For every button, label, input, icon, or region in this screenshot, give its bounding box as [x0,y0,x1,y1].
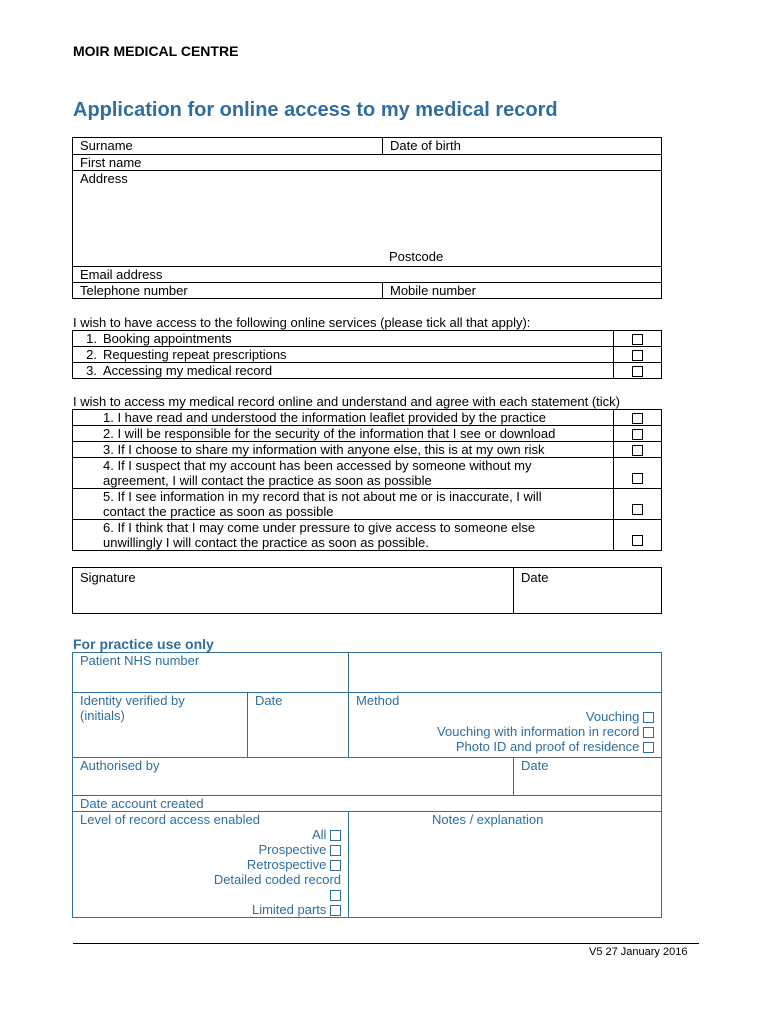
checkbox-icon[interactable] [632,445,643,456]
identity-date-field[interactable]: Date [248,693,349,758]
checkbox-icon[interactable] [632,350,643,361]
method-option[interactable]: Photo ID and proof of residence [356,739,661,754]
statement-checkbox[interactable] [614,489,662,520]
dob-field[interactable]: Date of birth [383,138,662,155]
nhs-number-field[interactable]: Patient NHS number [73,653,349,693]
checkbox-icon[interactable] [643,727,654,738]
signature-table [72,567,662,614]
surname-field[interactable]: Surname [73,138,383,155]
method-option[interactable]: Vouching with information in record [356,724,661,739]
statement-item: 1. I have read and understood the information leaflet provided by the practice [73,410,614,426]
method-field: Method Vouching Vouching with information in record Photo ID and proof of residence [349,693,662,758]
checkbox-icon[interactable] [632,413,643,424]
first-name-field[interactable]: First name [73,155,662,171]
access-level-option[interactable]: Detailed coded record [213,872,342,887]
date-account-created-field[interactable]: Date account created [73,796,662,812]
authorised-by-field[interactable]: Authorised by [73,758,514,796]
statement-checkbox[interactable] [614,426,662,442]
access-level-option[interactable]: All [80,827,348,842]
checkbox-icon[interactable] [632,473,643,484]
access-level-option[interactable]: Retrospective [80,857,348,872]
method-option[interactable]: Vouching [356,708,661,724]
notes-field[interactable]: Notes / explanation [349,812,662,918]
page-title: Application for online access to my medical record [73,99,558,121]
postcode-label: Postcode [389,249,444,264]
version-footer: V5 27 January 2016 [589,946,688,958]
statement-item: 2. I will be responsible for the security of the information that I see or download [73,426,614,442]
mobile-field[interactable]: Mobile number [383,283,662,299]
checkbox-icon[interactable] [330,860,341,871]
record-access-level-field: Level of record access enabled All Prospective Retrospective Detailed coded record Limited parts [73,812,349,918]
checkbox-icon[interactable] [632,366,643,377]
practice-table [72,652,662,918]
service-checkbox[interactable] [614,363,662,379]
service-item: 3. Accessing my medical record [73,363,614,379]
authorised-date-field[interactable]: Date [514,758,662,796]
checkbox-icon[interactable] [330,830,341,841]
access-level-option[interactable]: Limited parts [80,902,348,917]
access-level-option[interactable]: Prospective [80,842,348,857]
practice-use-heading: For practice use only [73,636,214,652]
checkbox-icon[interactable] [330,845,341,856]
statement-checkbox[interactable] [614,442,662,458]
personal-details-table [72,137,662,299]
access-level-option[interactable] [80,887,348,902]
statement-item: 3. If I choose to share my information with anyone else, this is at my own risk [73,442,614,458]
address-field[interactable]: Address Postcode [73,171,662,267]
statement-checkbox[interactable] [614,458,662,489]
services-intro: I wish to have access to the following online services (please tick all that apply): [73,315,531,330]
checkbox-icon[interactable] [330,890,341,901]
checkbox-icon[interactable] [632,504,643,515]
statement-item: 6. If I think that I may come under pressure to give access to someone else unwillingly I will contact the practice as soon as possible. [73,520,614,551]
practice-name: MOIR MEDICAL CENTRE [73,43,239,59]
footer-divider [73,943,699,944]
services-table [72,330,662,379]
service-checkbox[interactable] [614,347,662,363]
statement-item: 4. If I suspect that my account has been accessed by someone without my agreement, I will contact the practice as soon as possible [73,458,614,489]
checkbox-icon[interactable] [643,712,654,723]
email-field[interactable]: Email address [73,267,662,283]
checkbox-icon[interactable] [632,535,643,546]
service-item: 1. Booking appointments [73,331,614,347]
telephone-field[interactable]: Telephone number [73,283,383,299]
signature-date-field[interactable]: Date [514,568,662,614]
statement-item: 5. If I see information in my record that is not about me or is inaccurate, I will contact the practice as soon as possible [73,489,614,520]
nhs-number-value[interactable] [349,653,662,693]
statement-checkbox[interactable] [614,410,662,426]
identity-verified-field[interactable]: Identity verified by (initials) [73,693,248,758]
checkbox-icon[interactable] [632,334,643,345]
service-checkbox[interactable] [614,331,662,347]
statements-table [72,409,662,551]
statement-checkbox[interactable] [614,520,662,551]
checkbox-icon[interactable] [643,742,654,753]
checkbox-icon[interactable] [632,429,643,440]
service-item: 2. Requesting repeat prescriptions [73,347,614,363]
signature-field[interactable]: Signature [73,568,514,614]
checkbox-icon[interactable] [330,905,341,916]
statements-intro: I wish to access my medical record online and understand and agree with each statement (tick) [73,394,620,409]
